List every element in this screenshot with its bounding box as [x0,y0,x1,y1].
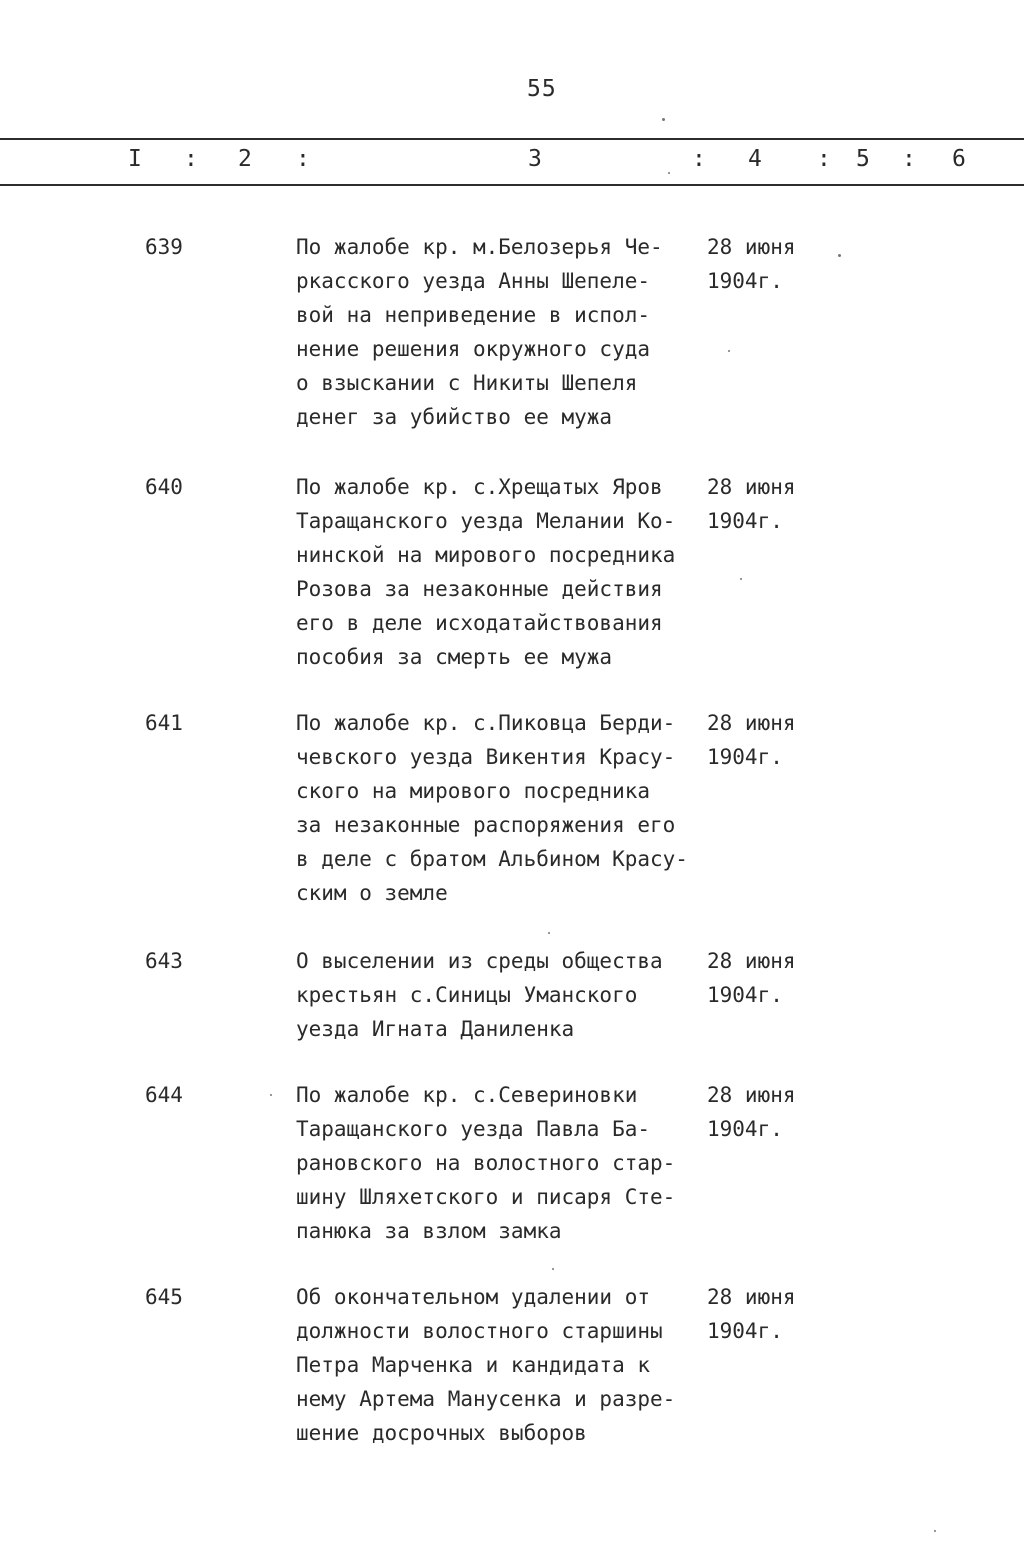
description-line: уезда Игната Даниленка [296,1017,575,1041]
record-date [707,470,796,538]
column-separator: : [902,146,916,172]
page-number: 55 [527,76,557,102]
description-line: вой на неприведение в испол- [296,303,651,327]
record-description [296,706,716,910]
header-rule-bottom [0,184,1024,186]
column-separator: : [692,146,706,172]
description-line: По жалобе кр. м.Белозерья Че- [296,235,663,259]
scan-speck [668,172,670,174]
record-number: 643 [145,949,183,973]
date-year: 1904г. [707,983,783,1007]
scan-speck [662,118,665,121]
description-line: рановского на волостного стар- [296,1151,676,1175]
column-separator: : [817,146,831,172]
date-day-month: 28 июня [707,949,796,973]
description-line: О выселении из среды общества [296,949,663,973]
scan-speck [270,1094,272,1096]
description-line: денег за убийство ее мужа [296,405,613,429]
date-day-month: 28 июня [707,1285,796,1309]
description-line: в деле с братом Альбином Красу- [296,847,688,871]
scan-speck [728,350,730,352]
description-line: По жалобе кр. с.Пиковца Берди- [296,711,676,735]
column-separator: : [296,146,310,172]
description-line: крестьян с.Синицы Уманского [296,983,638,1007]
description-line: о взыскании с Никиты Шепеля [296,371,638,395]
description-line: нение решения окружного суда [296,337,651,361]
date-year: 1904г. [707,1319,783,1343]
record-number: 640 [145,475,183,499]
record-number: 641 [145,711,183,735]
record-date [707,1078,796,1146]
date-day-month: 28 июня [707,475,796,499]
record-date [707,1280,796,1348]
record-date [707,706,796,774]
scan-speck [934,1530,936,1532]
record-description [296,1280,716,1450]
header-rule-top [0,138,1024,140]
column-header-5: 5 [856,146,870,172]
description-line: ским о земле [296,881,448,905]
date-year: 1904г. [707,509,783,533]
description-line: нинской на мирового посредника [296,543,676,567]
column-header-4: 4 [748,146,762,172]
column-header-3: 3 [528,146,542,172]
column-header-6: 6 [952,146,966,172]
description-line: Розова за незаконные действия [296,577,663,601]
record-number: 639 [145,235,183,259]
description-line: Таращанского уезда Павла Ба- [296,1117,651,1141]
description-line: нему Артема Манусенка и разре- [296,1387,676,1411]
record-number: 644 [145,1083,183,1107]
record-number: 645 [145,1285,183,1309]
description-line: шение досрочных выборов [296,1421,587,1445]
date-day-month: 28 июня [707,1083,796,1107]
description-line: По жалобе кр. с.Хрещатых Яров [296,475,663,499]
description-line: По жалобе кр. с.Севериновки [296,1083,638,1107]
description-line: чевского уезда Викентия Красу- [296,745,676,769]
date-year: 1904г. [707,745,783,769]
scan-speck [838,254,841,257]
record-description [296,470,716,674]
record-description [296,230,716,434]
description-line: Петра Марченка и кандидата к [296,1353,651,1377]
description-line: за незаконные распоряжения его [296,813,676,837]
description-line: панюка за взлом замка [296,1219,562,1243]
column-header-2: 2 [238,146,252,172]
column-header-1: I [128,146,142,172]
date-day-month: 28 июня [707,711,796,735]
record-description [296,1078,716,1248]
description-line: шину Шляхетского и писаря Сте- [296,1185,676,1209]
description-line: его в деле исходатайствования [296,611,663,635]
description-line: пособия за смерть ее мужа [296,645,613,669]
description-line: Об окончательном удалении от [296,1285,651,1309]
scan-speck [552,1268,554,1270]
record-description [296,944,716,1046]
description-line: Таращанского уезда Мелании Ко- [296,509,676,533]
date-day-month: 28 июня [707,235,796,259]
date-year: 1904г. [707,1117,783,1141]
record-date [707,944,796,1012]
date-year: 1904г. [707,269,783,293]
description-line: должности волостного старшины [296,1319,663,1343]
description-line: ркасского уезда Анны Шепеле- [296,269,651,293]
scan-speck [548,932,550,934]
record-date [707,230,796,298]
column-separator: : [184,146,198,172]
scan-speck [740,578,742,580]
description-line: ского на мирового посредника [296,779,651,803]
